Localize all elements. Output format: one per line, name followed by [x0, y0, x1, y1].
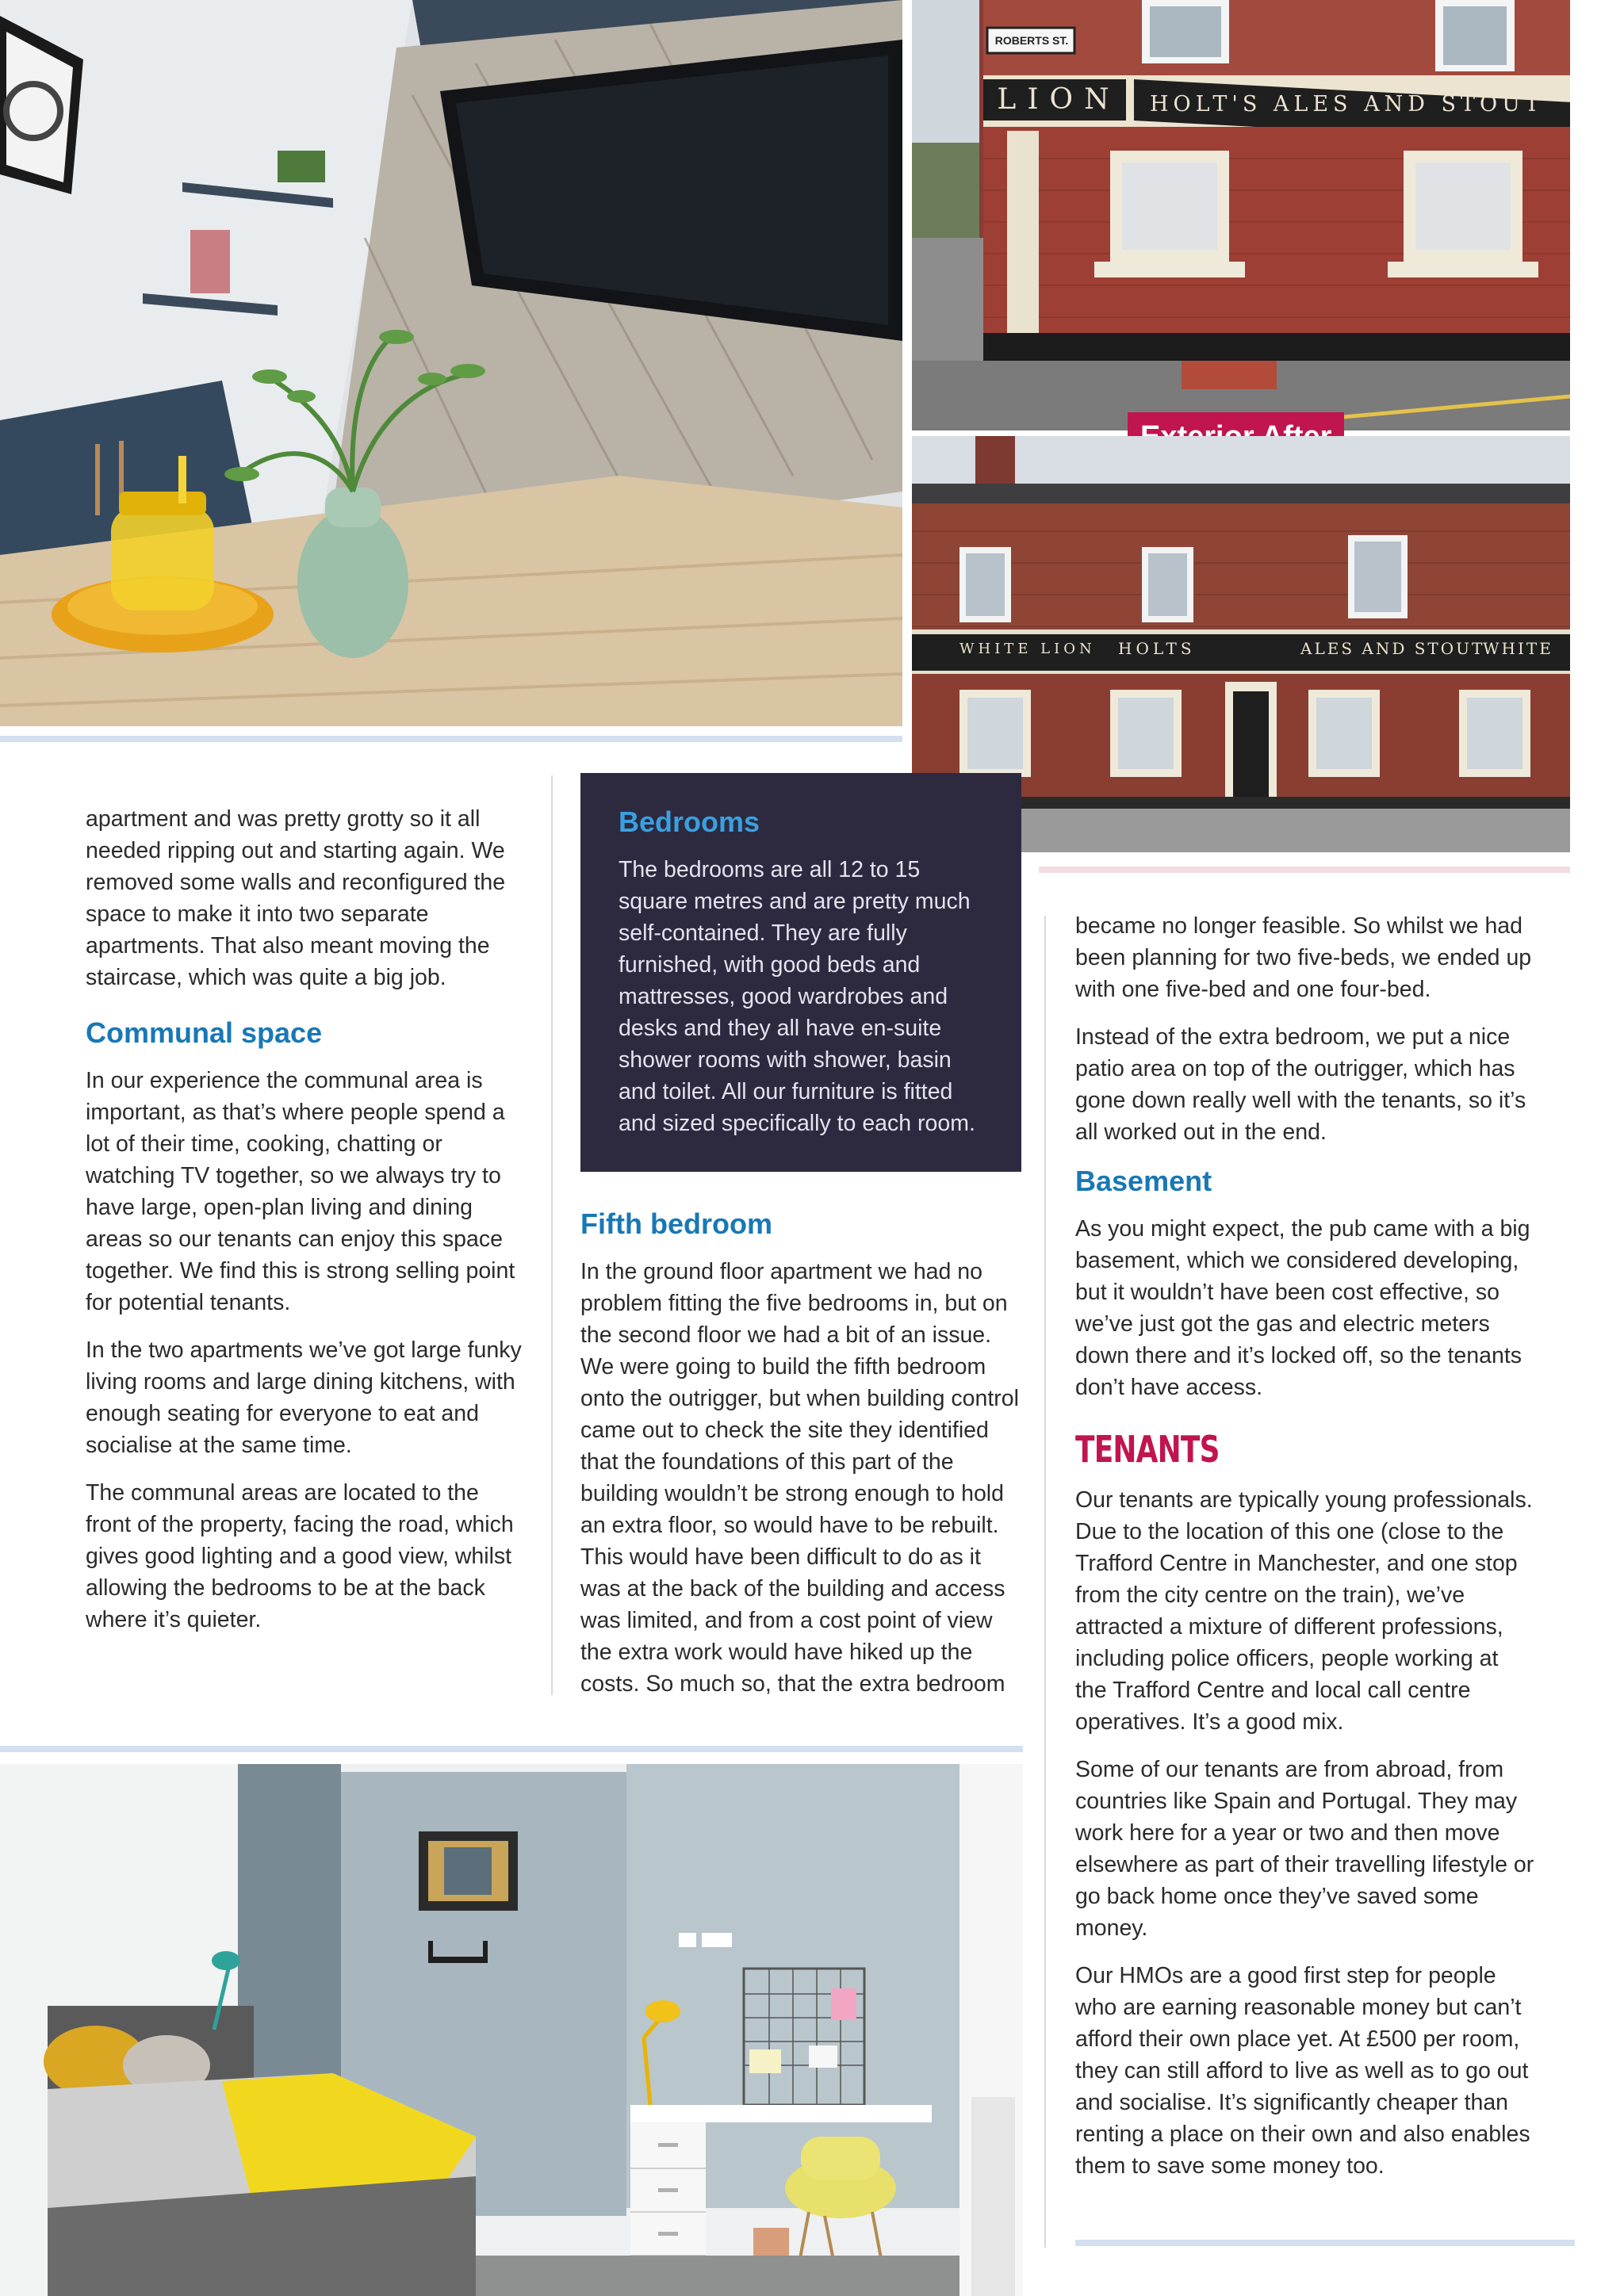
left-column — [86, 803, 530, 1651]
middle-column — [580, 1207, 1021, 1716]
basement-body: As you might expect, the pub came with a big basement, which we considered developing, but it wouldn’t have been cost effective, so we’ve just got the gas and electric meters down there and it’s locked off, so the tenants don’t have access. — [1075, 1216, 1530, 1400]
communal-paragraph-1: In our experience the communal area is important, as that’s where people spend a lot of their time, cooking, chatting or watching TV together, so we always try to have large, open-plan living and dining areas so our tenants can enjoy this space together. We find this is strong selling point for potential tenants. — [86, 1068, 515, 1315]
divider-top-left — [0, 736, 902, 742]
divider-top-right — [1039, 867, 1570, 873]
living-room-photo — [0, 0, 902, 726]
pub-corner-photo — [912, 0, 1570, 430]
continued-paragraph-2: Instead of the extra bedroom, we put a nice patio area on top of the outrigger, which has gone down really well with the tenants, so it’s all worked out in the end. — [1075, 1024, 1526, 1145]
communal-paragraph-3: The communal areas are located to the front of the property, facing the road, which gives good lighting and a good view, whilst allowing the bedrooms to be at the back where it’s quieter. — [86, 1480, 514, 1632]
fifth-bedroom-body: In the ground floor apartment we had no problem fitting the five bedrooms in, but on the second floor we had a bit of an issue. We were going to build the fifth bedroom onto the outrigger, but when building control came out to check the site they identified that the foundations of this part of the building wouldn’t be strong enough to hold an extra floor, so would have to be rebuilt. This would have been difficult to do as it was at the back of the building and access was limited, and from a cost point of view the extra work would have hiked up the costs. So much so, that the extra bedroom — [580, 1259, 1019, 1697]
divider-mid — [0, 1746, 1023, 1752]
column-divider-right — [1044, 916, 1046, 2248]
column-divider-left — [551, 775, 553, 1695]
communal-space-heading: Communal space — [86, 1016, 323, 1049]
tenants-heading: TENANTS — [1075, 1428, 1220, 1471]
basement-heading: Basement — [1075, 1165, 1212, 1197]
front-sign-white: WHITE — [1483, 639, 1553, 658]
fifth-bedroom-heading: Fifth bedroom — [580, 1207, 772, 1240]
front-sign-holts: HOLTS — [1118, 639, 1196, 658]
bedrooms-box — [580, 773, 1021, 1172]
intro-paragraph: apartment and was pretty grotty so it all needed ripping out and starting again. We removed some walls and reconfigured the space to make it into two separate apartments. That also meant moving the staircase, which was quite a big job. — [86, 806, 506, 990]
front-sign-ales-stout: ALES AND STOUT — [1300, 639, 1485, 658]
bedrooms-heading: Bedrooms — [619, 806, 760, 838]
front-sign-white-lion: WHITE LION — [959, 641, 1096, 657]
divider-bottom-right — [1075, 2240, 1575, 2246]
sign-lion-text: LION — [997, 83, 1120, 116]
tenants-paragraph-1: Our tenants are typically young professionals. Due to the location of this one (close to the Trafford Centre in Manchester, and one stop from the city centre on the train), we’ve attracted a mixture of different professions, including police officers, people working at the Trafford Centre and local call centre operatives. It’s a good mix. — [1075, 1487, 1533, 1735]
right-column — [1075, 910, 1535, 2198]
communal-paragraph-2: In the two apartments we’ve got large funky living rooms and large dining kitchens, with enough seating for everyone to eat and socialise at the same time. — [86, 1337, 522, 1458]
continued-paragraph-1: became no longer feasible. So whilst we had been planning for two five-beds, we ended up with one five-bed and one four-bed. — [1075, 913, 1532, 1002]
sign-holts-text: HOLT'S ALES AND STOUT — [1150, 92, 1544, 117]
bedroom-photo — [0, 1764, 1023, 2296]
street-sign-text: ROBERTS ST. — [994, 34, 1069, 47]
tenants-paragraph-2: Some of our tenants are from abroad, from countries like Spain and Portugal. They may work here for a year or two and then move elsewhere as part of their travelling lifestyle or go back home once they’ve saved some money. — [1075, 1757, 1534, 1941]
tenants-paragraph-3: Our HMOs are a good first step for people who are earning reasonable money but can’t afford their own place yet. At £500 per room, they can still afford to live as well as to go out and socialise. It’s significantly cheaper than renting a place on their own and also enables them to save some money too. — [1075, 1963, 1530, 2179]
bedrooms-body: The bedrooms are all 12 to 15 square metres and are pretty much self-contained. They are fully furnished, with good beds and mattresses, good wardrobes and desks and they all have en-suite shower rooms with shower, basin and toilet. All our furniture is fitted and sized specifically to each room. — [619, 857, 975, 1136]
